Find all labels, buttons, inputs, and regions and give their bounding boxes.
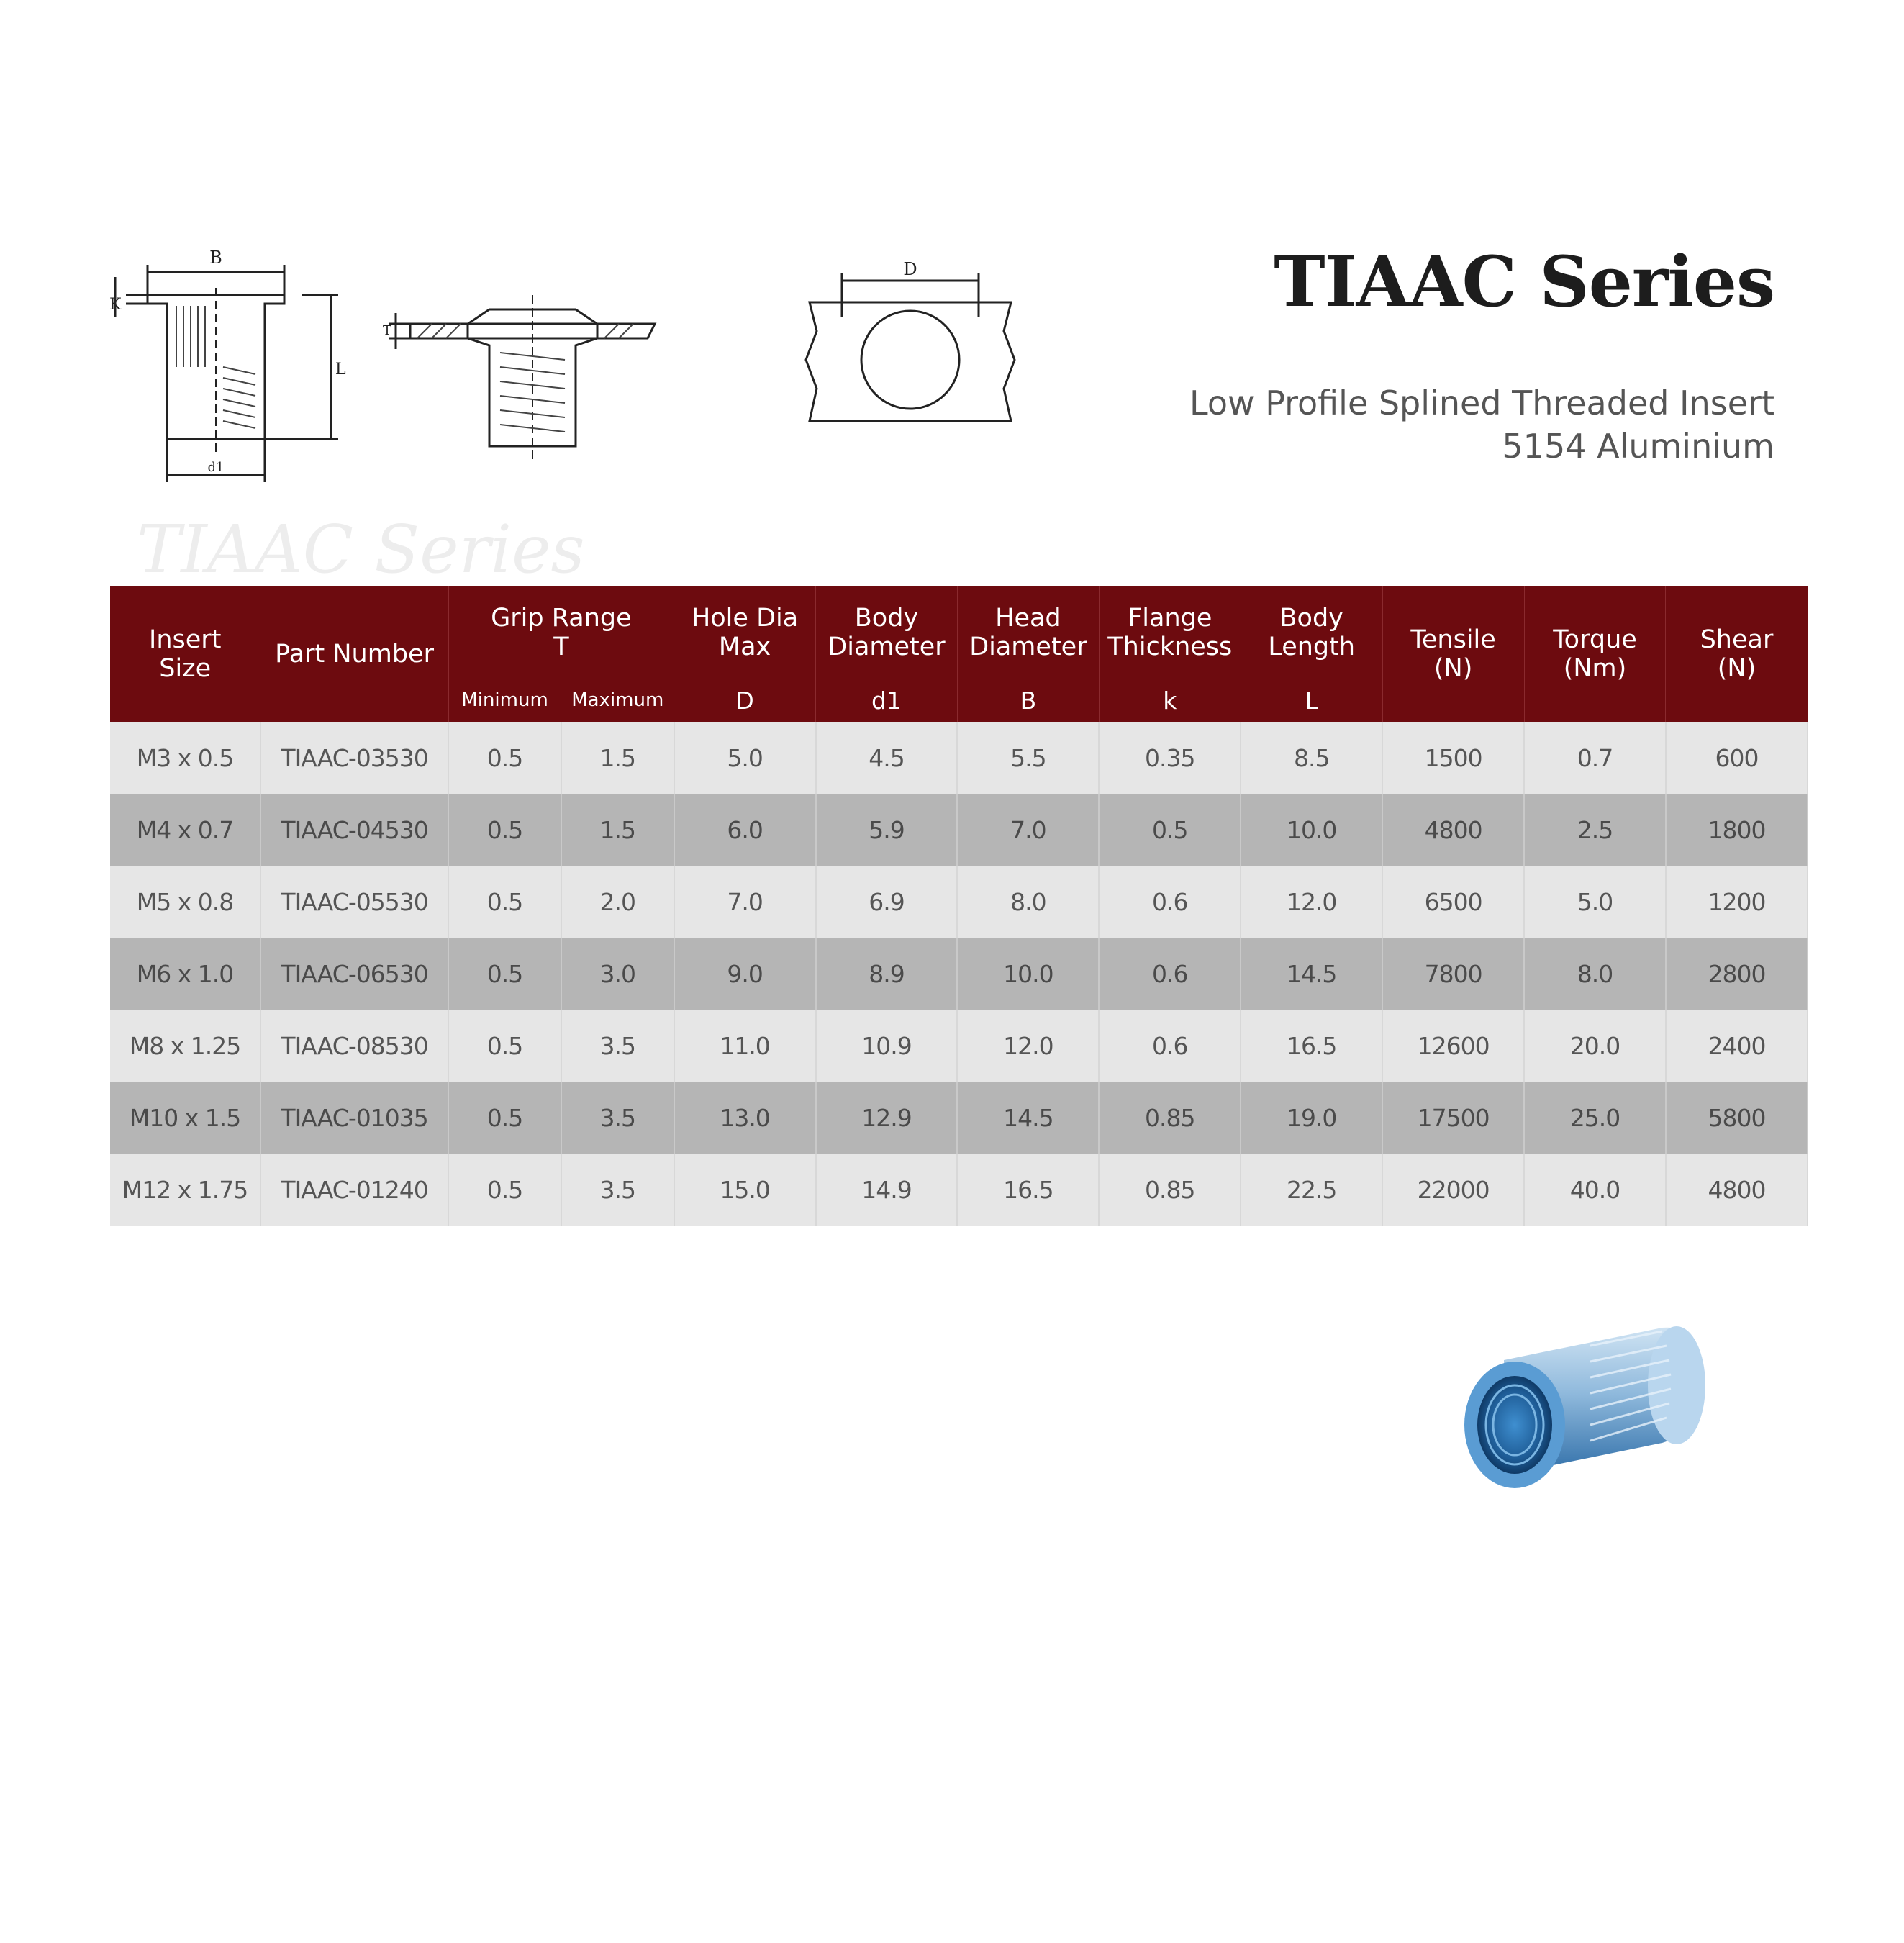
table-cell: 0.5 <box>448 938 561 1010</box>
header-tensile: Tensile (N) <box>1382 586 1524 722</box>
table-row <box>110 1082 1808 1154</box>
table-cell: 22.5 <box>1241 1154 1382 1226</box>
table-cell: 10.0 <box>957 938 1099 1010</box>
table-cell: 14.5 <box>1241 938 1382 1010</box>
table-cell: TIAAC-01240 <box>260 1154 448 1226</box>
header-body-diameter: Body Diameter <box>816 586 958 679</box>
table-cell: 22000 <box>1382 1154 1524 1226</box>
header-insert-size: Insert Size <box>110 586 260 722</box>
header-flange-thickness: Flange Thickness <box>1099 586 1241 679</box>
label-d: D <box>903 259 917 279</box>
table-cell: M6 x 1.0 <box>110 938 260 1010</box>
table-cell: 0.5 <box>1099 794 1241 866</box>
table-cell: M5 x 0.8 <box>110 866 260 938</box>
table-cell: 4800 <box>1666 1154 1808 1226</box>
table-cell: 6.0 <box>674 794 816 866</box>
table-cell: 0.5 <box>448 794 561 866</box>
label-k: K <box>109 296 122 314</box>
label-l: L <box>335 361 346 379</box>
label-d1: d1 <box>207 460 225 475</box>
series-subtitle <box>1189 381 1774 468</box>
table-cell: 1800 <box>1666 794 1808 866</box>
product-photo <box>1446 1317 1720 1533</box>
header-grip-range: Grip Range T <box>448 586 674 679</box>
header-body-length-symbol: L <box>1241 679 1382 722</box>
technical-drawings <box>94 237 1043 497</box>
table-cell: 2.0 <box>561 866 674 938</box>
table-cell: 9.0 <box>674 938 816 1010</box>
table-cell: 2800 <box>1666 938 1808 1010</box>
table-cell: 7.0 <box>957 794 1099 866</box>
header-grip-min: Minimum <box>448 679 561 722</box>
table-cell: 0.5 <box>448 1010 561 1082</box>
table-row <box>110 722 1808 794</box>
table-cell: 1.5 <box>561 794 674 866</box>
table-cell: 3.5 <box>561 1082 674 1154</box>
series-title: TIAAC Series <box>1274 241 1774 322</box>
table-cell: 14.9 <box>816 1154 958 1226</box>
table-cell: 1200 <box>1666 866 1808 938</box>
spec-table <box>110 586 1808 1226</box>
subtitle-line-1: Low Profile Splined Threaded Insert <box>1189 384 1774 422</box>
header-grip-max: Maximum <box>561 679 674 722</box>
hole-drawing <box>799 252 1022 439</box>
header-hole-symbol: D <box>674 679 816 722</box>
table-cell: 0.85 <box>1099 1154 1241 1226</box>
header-body-diameter-symbol: d1 <box>816 679 958 722</box>
header-head-diameter: Head Diameter <box>957 586 1099 679</box>
table-cell: 8.0 <box>1524 938 1666 1010</box>
table-cell: 5.5 <box>957 722 1099 794</box>
table-row <box>110 1154 1808 1226</box>
table-cell: 13.0 <box>674 1082 816 1154</box>
table-cell: 0.5 <box>448 1154 561 1226</box>
table-row <box>110 938 1808 1010</box>
table-cell: 600 <box>1666 722 1808 794</box>
insert-section-drawing <box>94 237 353 497</box>
table-cell: 5.9 <box>816 794 958 866</box>
table-cell: 0.5 <box>448 866 561 938</box>
table-row <box>110 1010 1808 1082</box>
table-cell: 3.5 <box>561 1010 674 1082</box>
table-cell: TIAAC-03530 <box>260 722 448 794</box>
table-cell: 7800 <box>1382 938 1524 1010</box>
table-cell: 0.6 <box>1099 1010 1241 1082</box>
table-cell: 6500 <box>1382 866 1524 938</box>
table-cell: 0.6 <box>1099 866 1241 938</box>
table-cell: 3.0 <box>561 938 674 1010</box>
installed-insert-drawing <box>381 281 684 468</box>
table-cell: 14.5 <box>957 1082 1099 1154</box>
header-head-symbol: B <box>957 679 1099 722</box>
table-cell: 17500 <box>1382 1082 1524 1154</box>
table-cell: 5.0 <box>1524 866 1666 938</box>
table-cell: 16.5 <box>1241 1010 1382 1082</box>
table-cell: 0.5 <box>448 722 561 794</box>
table-cell: 5.0 <box>674 722 816 794</box>
table-cell: 0.35 <box>1099 722 1241 794</box>
table-cell: 8.5 <box>1241 722 1382 794</box>
table-cell: M8 x 1.25 <box>110 1010 260 1082</box>
table-cell: 6.9 <box>816 866 958 938</box>
table-cell: 7.0 <box>674 866 816 938</box>
label-b: B <box>209 248 222 268</box>
table-cell: 25.0 <box>1524 1082 1666 1154</box>
table-cell: 8.0 <box>957 866 1099 938</box>
table-cell: 19.0 <box>1241 1082 1382 1154</box>
table-cell: TIAAC-01035 <box>260 1082 448 1154</box>
header-flange-symbol: k <box>1099 679 1241 722</box>
table-cell: 1.5 <box>561 722 674 794</box>
label-t: T <box>383 323 392 338</box>
subtitle-line-2: 5154 Aluminium <box>1502 427 1774 466</box>
header-shear: Shear (N) <box>1666 586 1808 722</box>
table-cell: 0.7 <box>1524 722 1666 794</box>
table-cell: M12 x 1.75 <box>110 1154 260 1226</box>
table-cell: 11.0 <box>674 1010 816 1082</box>
table-cell: 10.9 <box>816 1010 958 1082</box>
table-cell: 1500 <box>1382 722 1524 794</box>
table-cell: 0.6 <box>1099 938 1241 1010</box>
header-body-length: Body Length <box>1241 586 1382 679</box>
table-cell: 0.85 <box>1099 1082 1241 1154</box>
table-cell: 2.5 <box>1524 794 1666 866</box>
table-cell: 4.5 <box>816 722 958 794</box>
table-cell: 12.9 <box>816 1082 958 1154</box>
header-torque: Torque (Nm) <box>1524 586 1666 722</box>
spec-table-body <box>110 722 1808 1226</box>
table-cell: 12600 <box>1382 1010 1524 1082</box>
table-cell: TIAAC-06530 <box>260 938 448 1010</box>
table-cell: M4 x 0.7 <box>110 794 260 866</box>
table-cell: 0.5 <box>448 1082 561 1154</box>
table-cell: 5800 <box>1666 1082 1808 1154</box>
table-cell: 40.0 <box>1524 1154 1666 1226</box>
table-cell: TIAAC-05530 <box>260 866 448 938</box>
table-cell: 3.5 <box>561 1154 674 1226</box>
table-cell: 10.0 <box>1241 794 1382 866</box>
table-cell: 16.5 <box>957 1154 1099 1226</box>
table-cell: M10 x 1.5 <box>110 1082 260 1154</box>
table-cell: 15.0 <box>674 1154 816 1226</box>
table-cell: 20.0 <box>1524 1010 1666 1082</box>
table-cell: TIAAC-04530 <box>260 794 448 866</box>
table-cell: 12.0 <box>1241 866 1382 938</box>
table-cell: 2400 <box>1666 1010 1808 1082</box>
table-cell: TIAAC-08530 <box>260 1010 448 1082</box>
header-hole-dia: Hole Dia Max <box>674 586 816 679</box>
table-cell: M3 x 0.5 <box>110 722 260 794</box>
table-row <box>110 866 1808 938</box>
table-row <box>110 794 1808 866</box>
header-part-number: Part Number <box>260 586 448 722</box>
table-cell: 12.0 <box>957 1010 1099 1082</box>
table-cell: 8.9 <box>816 938 958 1010</box>
ghost-title: TIAAC Series <box>137 511 585 588</box>
table-cell: 4800 <box>1382 794 1524 866</box>
